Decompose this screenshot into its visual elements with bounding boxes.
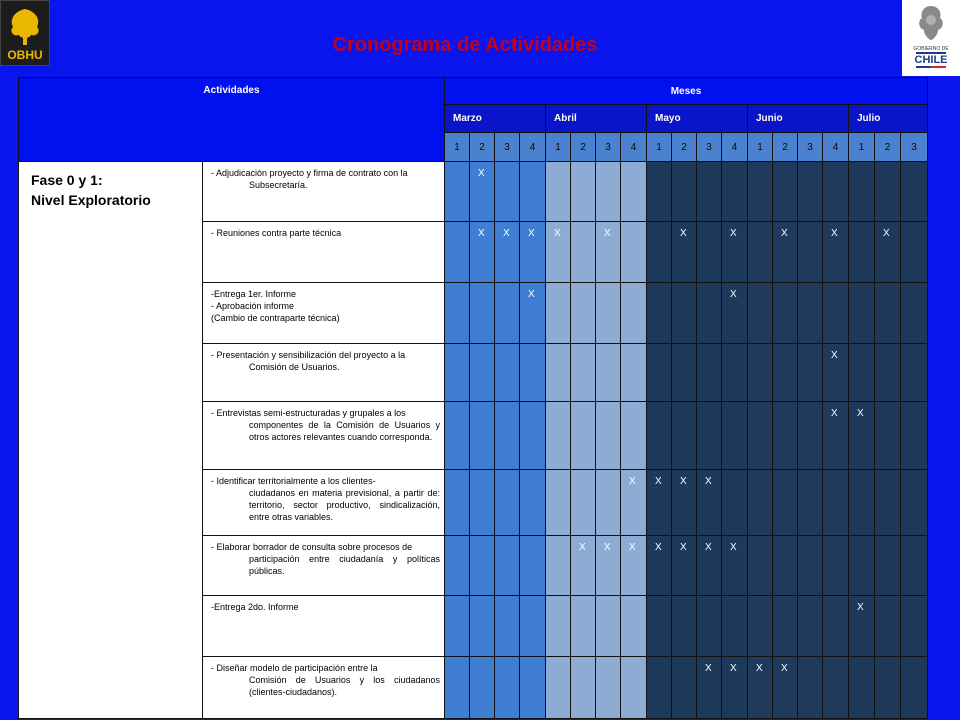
schedule-cell [697,283,722,344]
activity-text-line: - Entrevistas semi-estructuradas y grupales a los [211,408,406,418]
schedule-cell [647,402,672,470]
schedule-cell [571,657,596,719]
schedule-cell [470,344,495,402]
schedule-cell [901,344,928,402]
schedule-mark: X [604,542,611,553]
schedule-mark: X [705,542,712,553]
schedule-cell [546,402,571,470]
week-header: 3 [495,133,520,162]
schedule-cell [445,657,470,719]
schedule-cell [470,162,495,222]
schedule-cell [849,657,875,719]
activity-text-line: - Adjudicación proyecto y firma de contrato con la [211,168,408,178]
schedule-cell [849,470,875,536]
schedule-cell [445,470,470,536]
gobierno-text: GOBIERNO DE [913,46,949,52]
schedule-mark: X [781,663,788,674]
schedule-cell [621,344,647,402]
schedule-cell [596,162,621,222]
schedule-cell [748,344,773,402]
schedule-mark: X [781,228,788,239]
schedule-cell [495,596,520,657]
activity-text-line: -Entrega 2do. Informe [211,602,299,612]
schedule-cell [470,222,495,283]
week-header: 2 [875,133,901,162]
month-header-marzo: Marzo [445,105,546,133]
schedule-cell [621,470,647,536]
activity-description [203,283,445,344]
schedule-cell [470,470,495,536]
schedule-cell [672,162,697,222]
schedule-cell [849,536,875,596]
schedule-cell [571,162,596,222]
schedule-mark: X [478,228,485,239]
week-header: 2 [672,133,697,162]
schedule-cell [495,657,520,719]
schedule-mark: X [680,542,687,553]
schedule-mark: X [857,408,864,419]
schedule-cell [470,536,495,596]
schedule-cell [798,344,823,402]
schedule-mark: X [604,228,611,239]
week-header: 2 [470,133,495,162]
schedule-cell [470,596,495,657]
schedule-mark: X [756,663,763,674]
schedule-cell [773,222,798,283]
schedule-cell [495,402,520,470]
schedule-cell [901,470,928,536]
schedule-cell [520,402,546,470]
schedule-cell [823,536,849,596]
schedule-cell [798,283,823,344]
schedule-cell [571,536,596,596]
schedule-cell [875,344,901,402]
schedule-cell [647,536,672,596]
schedule-cell [697,657,722,719]
schedule-cell [875,657,901,719]
schedule-cell [901,536,928,596]
schedule-cell [470,402,495,470]
schedule-mark: X [705,476,712,487]
schedule-cell [672,536,697,596]
schedule-cell [672,283,697,344]
schedule-cell [798,657,823,719]
schedule-cell [596,470,621,536]
schedule-cell [722,402,748,470]
schedule-cell [722,470,748,536]
schedule-cell [520,536,546,596]
schedule-cell [546,283,571,344]
schedule-cell [798,470,823,536]
schedule-cell [445,536,470,596]
schedule-mark: X [730,289,737,300]
schedule-cell [773,596,798,657]
week-header: 4 [823,133,849,162]
schedule-cell [596,536,621,596]
schedule-cell [901,222,928,283]
schedule-cell [672,344,697,402]
activity-description [203,162,445,222]
schedule-cell [773,162,798,222]
schedule-cell [798,222,823,283]
schedule-cell [875,470,901,536]
activity-text-line: participación entre ciudadanía y políticas públicas. [249,554,440,576]
schedule-cell [773,536,798,596]
schedule-cell [875,283,901,344]
schedule-cell [596,596,621,657]
month-header-junio: Junio [748,105,849,133]
schedule-cell [722,222,748,283]
schedule-cell [520,162,546,222]
schedule-cell [470,283,495,344]
week-header: 1 [849,133,875,162]
schedule-cell [901,596,928,657]
week-header: 3 [901,133,928,162]
schedule-cell [520,596,546,657]
schedule-cell [495,470,520,536]
activity-description [203,596,445,657]
week-header: 1 [647,133,672,162]
schedule-mark: X [655,476,662,487]
activity-text-line: - Reuniones contra parte técnica [211,228,342,238]
schedule-cell [445,344,470,402]
schedule-cell [621,657,647,719]
activity-text-line: Comisión de Usuarios y los ciudadanos (clientes-ciudadanos). [249,675,440,697]
schedule-cell [445,283,470,344]
schedule-mark: X [730,542,737,553]
schedule-cell [697,536,722,596]
week-header: 2 [571,133,596,162]
schedule-cell [901,402,928,470]
schedule-cell [546,162,571,222]
activity-text-line: - Elaborar borrador de consulta sobre procesos de [211,542,413,552]
schedule-mark: X [503,228,510,239]
schedule-mark: X [680,476,687,487]
schedule-cell [672,222,697,283]
schedule-mark: X [579,542,586,553]
activities-header: Actividades [19,78,445,162]
week-header: 1 [445,133,470,162]
week-header: 4 [621,133,647,162]
schedule-cell [798,402,823,470]
week-header: 3 [697,133,722,162]
schedule-cell [596,283,621,344]
schedule-cell [773,344,798,402]
schedule-cell [849,402,875,470]
schedule-cell [445,596,470,657]
schedule-cell [697,344,722,402]
schedule-cell [495,222,520,283]
schedule-cell [520,657,546,719]
schedule-cell [672,402,697,470]
schedule-cell [520,283,546,344]
schedule-cell [546,596,571,657]
schedule-cell [621,162,647,222]
schedule-cell [722,162,748,222]
week-header: 3 [798,133,823,162]
week-header: 4 [520,133,546,162]
schedule-cell [748,402,773,470]
months-header: Meses [445,78,928,105]
schedule-cell [722,596,748,657]
schedule-mark: X [883,228,890,239]
activity-text-line: - Aprobación informe [211,301,295,311]
schedule-cell [823,162,849,222]
activity-text-line: Comisión de Usuarios. [249,362,340,372]
schedule-cell [596,402,621,470]
schedule-cell [647,283,672,344]
month-header-julio: Julio [849,105,928,133]
phase-line-2: Nivel Exploratorio [31,192,151,208]
schedule-cell [571,470,596,536]
activity-description [203,470,445,536]
schedule-cell [748,162,773,222]
schedule-cell [773,470,798,536]
schedule-cell [647,222,672,283]
schedule-cell [773,402,798,470]
chile-text: CHILE [914,54,948,66]
schedule-cell [823,657,849,719]
schedule-cell [849,344,875,402]
schedule-cell [697,162,722,222]
schedule-cell [697,402,722,470]
activity-description [203,222,445,283]
schedule-cell [748,470,773,536]
schedule-cell [546,222,571,283]
schedule-cell [596,344,621,402]
schedule-cell [571,222,596,283]
week-header: 4 [722,133,748,162]
activity-description [203,657,445,719]
activity-text-line: - Identificar territorialmente a los clientes- [211,476,376,486]
schedule-cell [470,657,495,719]
week-header: 3 [596,133,621,162]
activity-schedule-table [18,77,928,719]
schedule-cell [495,344,520,402]
schedule-cell [495,162,520,222]
schedule-mark: X [655,542,662,553]
schedule-cell [875,162,901,222]
activity-description [203,344,445,402]
schedule-cell [849,222,875,283]
schedule-cell [445,162,470,222]
schedule-cell [722,283,748,344]
schedule-cell [823,402,849,470]
schedule-cell [901,162,928,222]
schedule-mark: X [528,289,535,300]
schedule-mark: X [831,408,838,419]
schedule-mark: X [629,476,636,487]
schedule-cell [849,162,875,222]
schedule-cell [495,283,520,344]
phase-line-1: Fase 0 y 1: [31,172,103,188]
schedule-cell [621,283,647,344]
schedule-cell [647,596,672,657]
schedule-cell [621,536,647,596]
schedule-cell [722,657,748,719]
schedule-cell [520,470,546,536]
schedule-cell [798,162,823,222]
schedule-cell [571,344,596,402]
week-header: 1 [748,133,773,162]
schedule-mark: X [478,168,485,179]
activity-row [19,162,928,222]
schedule-cell [596,222,621,283]
activity-text-line: - Diseñar modelo de participación entre la [211,663,378,673]
schedule-cell [647,344,672,402]
schedule-cell [901,657,928,719]
schedule-cell [823,596,849,657]
schedule-mark: X [680,228,687,239]
obhu-logo-text: OBHU [7,48,43,62]
schedule-cell [571,402,596,470]
activity-description [203,536,445,596]
schedule-cell [722,344,748,402]
schedule-cell [445,222,470,283]
schedule-cell [849,283,875,344]
schedule-cell [798,596,823,657]
month-header-abril: Abril [546,105,647,133]
schedule-cell [875,402,901,470]
schedule-mark: X [857,602,864,613]
schedule-cell [546,470,571,536]
schedule-cell [773,657,798,719]
schedule-cell [520,222,546,283]
schedule-cell [722,536,748,596]
schedule-cell [849,596,875,657]
schedule-cell [520,344,546,402]
schedule-cell [621,596,647,657]
schedule-mark: X [831,228,838,239]
activity-text-line: Subsecretaría. [249,180,308,190]
month-header-mayo: Mayo [647,105,748,133]
schedule-cell [621,222,647,283]
schedule-mark: X [730,663,737,674]
schedule-cell [875,536,901,596]
schedule-cell [495,536,520,596]
schedule-cell [875,222,901,283]
schedule-cell [571,283,596,344]
page-title: Cronograma de Actividades [332,34,598,56]
activity-text-line: -Entrega 1er. Informe [211,289,297,299]
schedule-cell [823,470,849,536]
schedule-mark: X [554,228,561,239]
schedule-cell [647,657,672,719]
activity-text-line: componentes de la Comisión de Usuarios y otros actores relevantes cuando corresponda. [249,420,440,442]
schedule-cell [672,657,697,719]
schedule-cell [901,283,928,344]
week-header: 1 [546,133,571,162]
schedule-cell [773,283,798,344]
schedule-cell [672,596,697,657]
schedule-cell [546,344,571,402]
activity-text-line: ciudadanos en materia previsional, a partir de: territorio, sector productivo, sindicalización, entre otras variables. [249,488,440,522]
schedule-cell [823,283,849,344]
schedule-cell [748,222,773,283]
schedule-cell [546,657,571,719]
schedule-cell [571,596,596,657]
schedule-cell [697,222,722,283]
schedule-cell [697,596,722,657]
schedule-cell [445,402,470,470]
schedule-cell [875,596,901,657]
schedule-mark: X [730,228,737,239]
schedule-cell [647,470,672,536]
schedule-cell [546,536,571,596]
activity-text-line: (Cambio de contraparte técnica) [211,313,340,323]
schedule-cell [823,344,849,402]
phase-label [19,162,203,719]
schedule-cell [748,596,773,657]
activity-description [203,402,445,470]
schedule-cell [596,657,621,719]
schedule-mark: X [629,542,636,553]
schedule-cell [672,470,697,536]
schedule-cell [798,536,823,596]
schedule-cell [621,402,647,470]
schedule-cell [647,162,672,222]
schedule-cell [748,536,773,596]
schedule-cell [748,657,773,719]
schedule-cell [823,222,849,283]
schedule-mark: X [528,228,535,239]
activity-text-line: - Presentación y sensibilización del proyecto a la [211,350,406,360]
schedule-cell [697,470,722,536]
schedule-mark: X [705,663,712,674]
schedule-mark: X [831,350,838,361]
week-header: 2 [773,133,798,162]
schedule-cell [748,283,773,344]
